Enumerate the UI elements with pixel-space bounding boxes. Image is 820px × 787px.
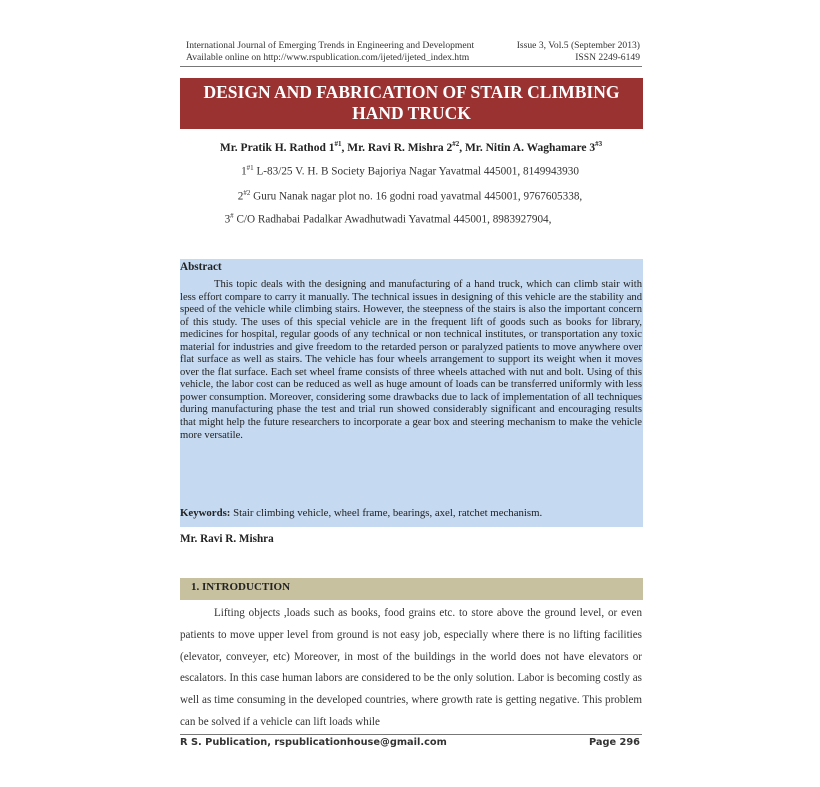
- affiliation-2-num: 2: [237, 190, 244, 203]
- keywords-label: Keywords:: [180, 507, 231, 519]
- author-2-mark: #2: [452, 140, 460, 148]
- affiliation-3-num: 3: [224, 213, 231, 226]
- affiliation-1: [0, 164, 820, 178]
- affiliation-2-text: Guru Nanak nagar plot no. 16 godni road yavatmal 445001, 9767605338,: [250, 190, 583, 203]
- author-3: , Mr. Nitin A. Waghamare 3: [459, 141, 596, 154]
- author-2: , Mr. Ravi R. Mishra 2: [341, 141, 453, 154]
- title-line-1: DESIGN AND FABRICATION OF STAIR CLIMBING: [203, 82, 620, 102]
- corresponding-author: Mr. Ravi R. Mishra: [180, 533, 274, 545]
- footer-publisher: R S. Publication, rspublicationhouse@gmail.com: [180, 737, 447, 748]
- affiliation-3-text: C/O Radhabai Padalkar Awadhutwadi Yavatmal 445001, 8983927904,: [233, 213, 552, 226]
- author-3-mark: #3: [595, 140, 603, 148]
- affiliation-3-mark: #: [230, 212, 234, 220]
- author-1: Mr. Pratik H. Rathod 1: [219, 141, 335, 154]
- introduction-body: [180, 603, 642, 734]
- journal-name: International Journal of Emerging Trends in Engineering and Development: [186, 40, 475, 51]
- affiliation-1-text: L-83/25 V. H. B Society Bajoriya Nagar Yavatmal 445001, 8149943930: [253, 165, 579, 178]
- footer-divider: [180, 734, 642, 735]
- affiliation-3: [0, 212, 798, 226]
- abstract-text: This topic deals with the designing and manufacturing of a hand truck, which can climb stair with less effort compare to carry it manually. The technical issues in designing of this vehicle are the stability and speed of the vehicle while climbing stairs. However, the steepness of the stairs is also the important concern of this study. The uses of this special vehicle are in the frequent lift of goods such as books for library, medicines for hospital, regular goods of any technical or non technical institutes, or transportation any toxic material for industries and give freedom to the retarded person or paralyzed patients to move anywhere over flat surface as well as stairs. The vehicle has four wheels arrangement to support its weight when it moves over the flat surface. Each set wheel frame consists of three wheels attached with nut and bolt. Using of this vehicle, the labor cost can be reduced as well as huge amount of loads can be transferred uniformly with less power consumption. Moreover, considering some drawbacks due to lack of implementation of all techniques during manufacturing phase the test and trial run showed considerably significant and encouraging results that might help the future researchers to incorporate a gear box and steering mechanism to make the vehicle more versatile.: [180, 279, 642, 441]
- issue-info: Issue 3, Vol.5 (September 2013): [516, 40, 640, 51]
- page-number: Page 296: [588, 737, 640, 748]
- introduction-text: Lifting objects ,loads such as books, food grains etc. to store above the ground level, or even patients to move upper level from ground is not easy job, especially where there is no lifting facilities (elevator, conveyer, etc) Moreover, in most of the buildings in the world does not have elevators or escalators. In this case human labors are considered to be the only solution. Labor is becoming costly as well as time consuming in the developed countries, where growth rate is getting negative. This problem can be solved if a vehicle can lift loads while: [180, 607, 642, 728]
- running-header-left: [186, 40, 474, 64]
- affiliation-1-num: 1: [241, 165, 247, 178]
- paper-title: [180, 78, 643, 129]
- affiliation-2: [0, 189, 820, 203]
- abstract-body: [180, 279, 642, 442]
- keywords-text: Stair climbing vehicle, wheel frame, bearings, axel, ratchet mechanism.: [230, 507, 543, 519]
- abstract-heading: Abstract: [180, 261, 222, 273]
- affiliation-1-mark: #1: [246, 164, 254, 172]
- header-divider: [180, 66, 642, 67]
- title-line-2: HAND TRUCK: [352, 103, 471, 123]
- section-heading: 1. INTRODUCTION: [191, 581, 291, 593]
- author-list: [180, 140, 642, 154]
- running-header-right: [517, 40, 640, 64]
- author-1-mark: #1: [334, 140, 342, 148]
- journal-url: Available online on http://www.rspublication.com/ijeted/ijeted_index.htm: [186, 52, 470, 63]
- affiliation-2-mark: #2: [243, 189, 251, 197]
- issn: ISSN 2249-6149: [575, 52, 640, 63]
- keywords-line: [180, 507, 642, 519]
